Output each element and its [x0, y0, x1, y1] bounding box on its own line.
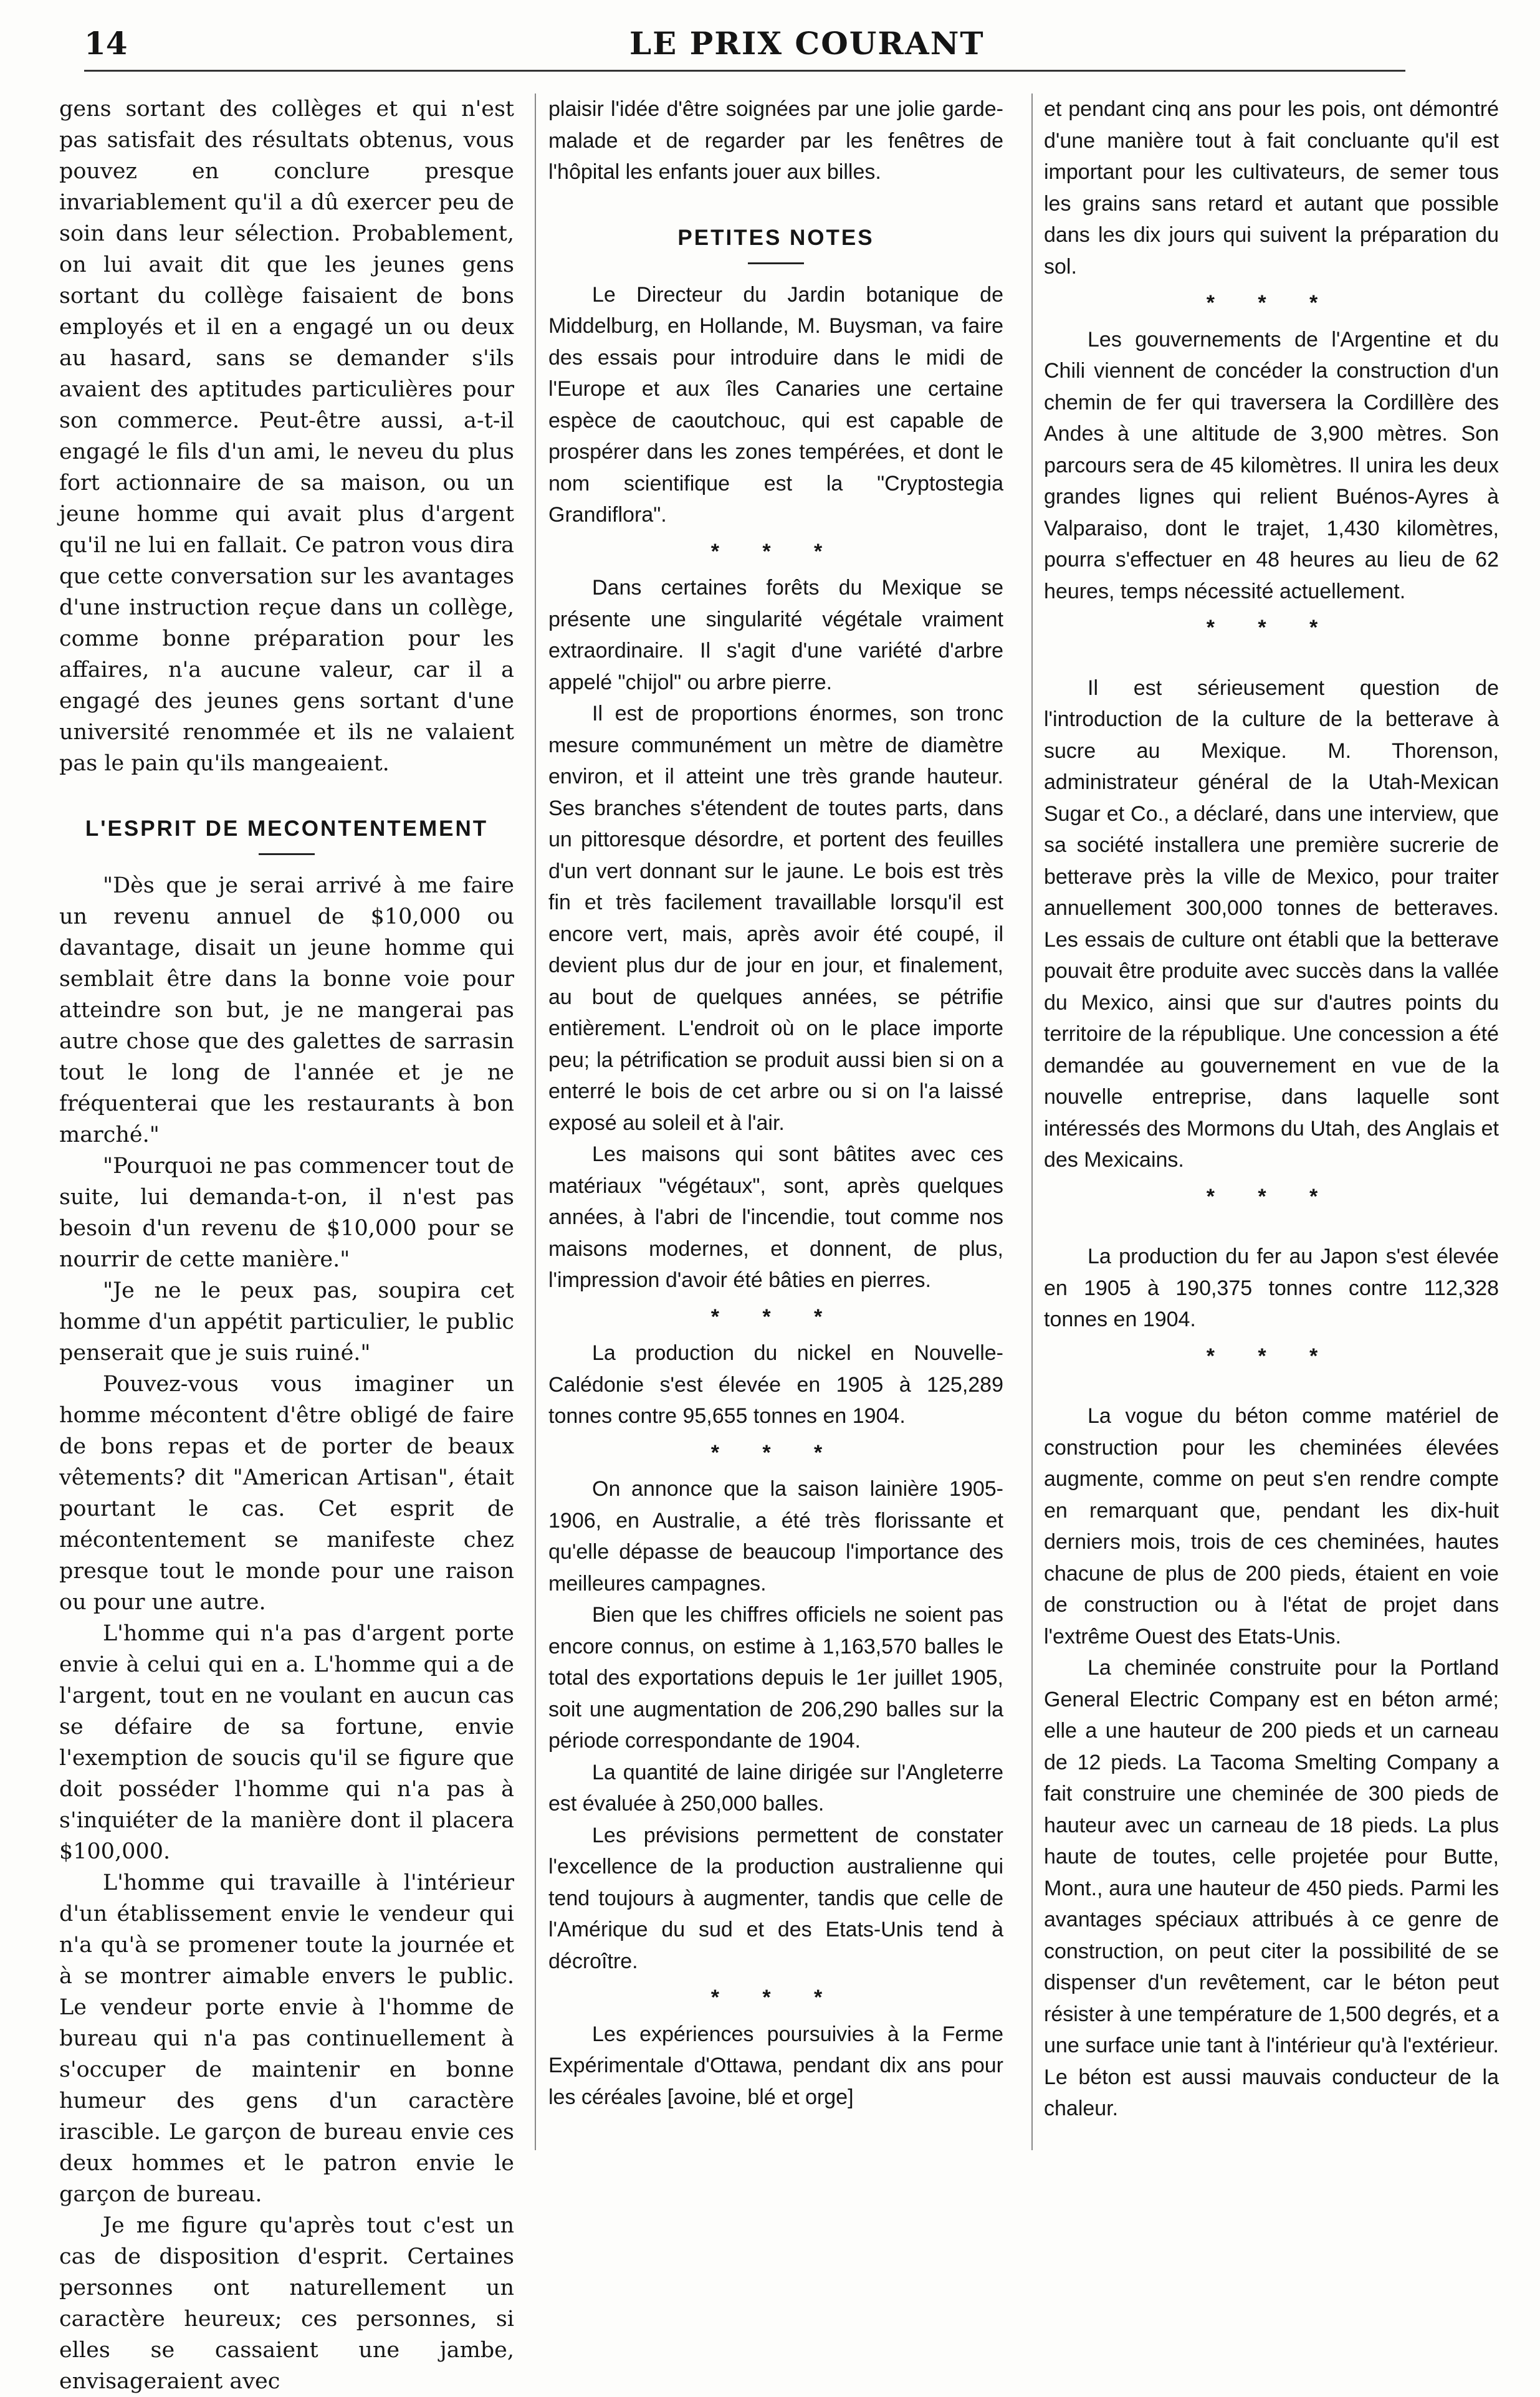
heading-rule — [748, 262, 804, 264]
paragraph: plaisir l'idée d'être soignées par une jolie garde-malade et de regarder par les fenêtres de l'hôpital les enfants jouer aux billes. — [548, 97, 1003, 184]
paragraph: Il est sérieusement question de l'introduction de la culture de la betterave à sucre au Mexique. M. Thorenson, administrateur général de la Utah-Mexican Sugar et Co., a déclaré, dans une interview, que sa société installera une première sucrerie de betterave près la ville de Mexico, pour traiter annuellement 300,000 tonnes de betteraves. Les essais de culture ont établi que la betterave pouvait être produite avec succès dans la vallée du Mexico, ainsi que sur d'autres points du territoire de la république. Une concession a été demandée au gouvernement en vue de la nouvelle entreprise, dans laquelle sont intéressés des Mormons du Utah, des Anglais et des Mexicains. — [1044, 676, 1499, 1172]
paragraph: gens sortant des collèges et qui n'est pas satisfait des résultats obtenus, vous pouvez en conclure presque invariablement qu'il a dû exercer peu de soin dans leur sélection. Probablement, on lui avait dit que les jeunes gens sortant du collège faisaient de bons employés et il en a engagé un ou deux au hasard, sans se demander s'ils avaient des aptitudes particulières pour son commerce. Peut-être aussi, a-t-il engagé le fils d'un ami, le neveu du plus fort actionnaire de sa maison, ou un jeune homme qui avait plus d'argent qu'il ne lui en fallait. Ce patron vous dira que cette conversation sur les avantages d'une instruction reçue dans un collège, comme bonne préparation pour les affaires, n'a aucune valeur, car il a engagé des jeunes gens sortant d'une université renommée et ils ne valaient pas le pain qu'ils mangeaient. — [59, 97, 514, 776]
paragraph: La vogue du béton comme matériel de construction pour les cheminées élevées augmente, comme on peut s'en rendre compte en remarquant que, pendant les dix-huit derniers mois, trois de ces cheminées, hautes chacune de plus de 200 pieds, étaient en voie de construction ou à l'état de projet dans l'extrême Ouest des Etats-Unis. — [1044, 1404, 1499, 1648]
paragraph: Je me figure qu'après tout c'est un cas de disposition d'esprit. Certaines personnes ont naturellement un caractère heureux; ces personnes, si elles se cassaient une jambe, envisageraient avec — [59, 2213, 514, 2394]
paragraph: La quantité de laine dirigée sur l'Angleterre est évaluée à 250,000 balles. — [548, 1760, 1003, 1816]
heading-rule — [259, 853, 315, 855]
paragraph: On annonce que la saison lainière 1905-1906, en Australie, a été très florissante et qu'elle dépasse de beaucoup l'importance des meilleures campagnes. — [548, 1477, 1003, 1596]
paragraph: La cheminée construite pour la Portland General Electric Company est en béton armé; elle a une hauteur de 200 pieds et un carneau de 12 pieds. La Tacoma Smelting Company a fait construire une cheminée de 300 pieds de hauteur avec un carneau de 18 pieds. La plus haute de toutes, celle projetée pour Butte, Mont., aura une hauteur de 450 pieds. Parmi les avantages spéciaux attribués à ce genre de construction, on peut citer la possibilité de se dispenser d'un revêtement, car le béton peut résister à une température de 1,500 degrés, et a une surface unie tant à l'intérieur qu'à l'extérieur. Le béton est aussi mauvais conducteur de la chaleur. — [1044, 1656, 1499, 2120]
column-divider — [535, 93, 536, 2150]
paragraph: Il est de proportions énormes, son tronc mesure communément un mètre de diamètre environ, et il atteint une très grande hauteur. Ses branches s'étendent de toutes parts, dans un pittoresque désordre, et portent des feuilles d'un vert donnant sur le jaune. Le bois est très fin et très facilement travaillable lorsqu'il est encore vert, mais, après avoir été coupé, il devient plus dur de jour en jour, et finalement, au bout de quelques années, se pétrifie entièrement. L'endroit où on le place importe peu; la pétrification se produit aussi bien si on a enterré le bois de cet arbre ou si on l'a laissé exposé au soleil et à l'air. — [548, 702, 1003, 1135]
paragraph: L'homme qui travaille à l'intérieur d'un établissement envie le vendeur qui n'a qu'à se promener toute la journée et à se montrer aimable envers le public. Le vendeur porte envie à l'homme de bureau qui n'a pas continuellement à s'occuper de maintenir en bonne humeur des gens d'un caractère irascible. Le garçon de bureau envie ces deux hommes et le patron envie le garçon de bureau. — [59, 1870, 514, 2207]
column-left — [59, 93, 514, 2397]
paragraph: "Je ne le peux pas, soupira cet homme d'un appétit particulier, le public penserait que je suis ruiné." — [59, 1278, 514, 1366]
paragraph: Les gouvernements de l'Argentine et du Chili viennent de concéder la construction d'un chemin de fer qui traversera la Cordillère des Andes à une altitude de 3,900 mètres. Son parcours sera de 45 kilomètres. Il unira les deux grandes lignes qui relient Buénos-Ayres à Valparaiso, dont le trajet, 1,430 kilomètres, pourra s'effectuer en 48 heures au lieu de 62 heures, temps nécessité actuellement. — [1044, 327, 1499, 603]
column-divider — [1031, 93, 1033, 2150]
separator-stars: * * * — [1206, 1344, 1337, 1368]
paragraph: La production du fer au Japon s'est élevée en 1905 à 190,375 tonnes contre 112,328 tonnes en 1904. — [1044, 1245, 1499, 1331]
separator-stars: * * * — [710, 1986, 841, 2009]
paragraph: et pendant cinq ans pour les pois, ont démontré d'une manière tout à fait concluante qu'il est important pour les cultivateurs, de semer tous les grains sans retard et autant que possible dans les dix jours qui suivent la préparation du sol. — [1044, 97, 1499, 279]
header-rule — [84, 70, 1405, 72]
paragraph: Bien que les chiffres officiels ne soient pas encore connus, on estime à 1,163,570 balles le total des exportations depuis le 1er juillet 1905, soit une augmentation de 206,290 balles sur la période correspondante de 1904. — [548, 1603, 1003, 1753]
journal-title: LE PRIX COURANT — [629, 25, 985, 62]
page-header — [84, 25, 1405, 75]
section-heading: L'ESPRIT DE MECONTENTEMENT — [85, 816, 489, 841]
paragraph: "Dès que je serai arrivé à me faire un revenu annuel de $10,000 ou davantage, disait un jeune homme qui semblait être dans la bonne voie pour atteindre son but, je ne mangerai pas autre chose que des galettes de sarrasin tout le long de l'année et je ne fréquenterai que les restaurants à bon marché." — [59, 873, 514, 1147]
separator-stars: * * * — [710, 1440, 841, 1465]
paragraph: L'homme qui n'a pas d'argent porte envie à celui qui en a. L'homme qui a de l'argent, tout en ne voulant en aucun cas se défaire de sa fortune, envie l'exemption de soucis qu'il se figure que doit posséder l'homme qui n'a pas à s'inquiéter de la manière dont il placera $100,000. — [59, 1621, 514, 1864]
separator-stars: * * * — [710, 539, 841, 563]
separator-stars: * * * — [1206, 1184, 1337, 1208]
paragraph: Les maisons qui sont bâtites avec ces matériaux "végétaux", sont, après quelques années, à l'abri de l'incendie, tout comme nos maisons modernes, et donnent, de plus, l'impression d'avoir été bâties en pierres. — [548, 1142, 1003, 1292]
paragraph: La production du nickel en Nouvelle-Calédonie s'est élevée en 1905 à 125,289 tonnes contre 95,655 tonnes en 1904. — [548, 1341, 1003, 1428]
separator-stars: * * * — [1206, 291, 1337, 315]
column-right — [1044, 93, 1499, 2125]
paragraph: Dans certaines forêts du Mexique se présente une singularité végétale vraiment extraordinaire. Il s'agit d'une variété d'arbre appelé "chijol" ou arbre pierre. — [548, 576, 1003, 694]
page-number: 14 — [84, 25, 128, 62]
column-middle — [548, 93, 1003, 2113]
separator-stars: * * * — [710, 1304, 841, 1329]
paragraph: Les expériences poursuivies à la Ferme Expérimentale d'Ottawa, pendant dix ans pour les céréales [avoine, blé et orge] — [548, 2022, 1003, 2109]
paragraph: Le Directeur du Jardin botanique de Middelburg, en Hollande, M. Buysman, va faire des essais pour introduire dans le midi de l'Europe et aux îles Canaries une certaine espèce de caoutchouc, qui est capable de prospérer dans les zones tempérées, et dont le nom scientifique est la "Cryptostegia Grandiflora". — [548, 282, 1003, 527]
paragraph: Les prévisions permettent de constater l'excellence de la production australienne qui tend toujours à augmenter, tandis que celle de l'Amérique du sud et des Etats-Unis tend à décroître. — [548, 1823, 1003, 1973]
section-heading: PETITES NOTES — [677, 225, 874, 250]
separator-stars: * * * — [1206, 616, 1337, 639]
paragraph: Pouvez-vous vous imaginer un homme mécontent d'être obligé de faire de bons repas et de porter de beaux vêtements? dit "American Artisan", était pourtant le cas. Cet esprit de mécontentement se manifeste chez presque tout le monde pour une raison ou pour une autre. — [59, 1372, 514, 1615]
paragraph: "Pourquoi ne pas commencer tout de suite, lui demanda-t-on, il n'est pas besoin d'un revenu de $10,000 pour se nourrir de cette manière." — [59, 1154, 514, 1272]
